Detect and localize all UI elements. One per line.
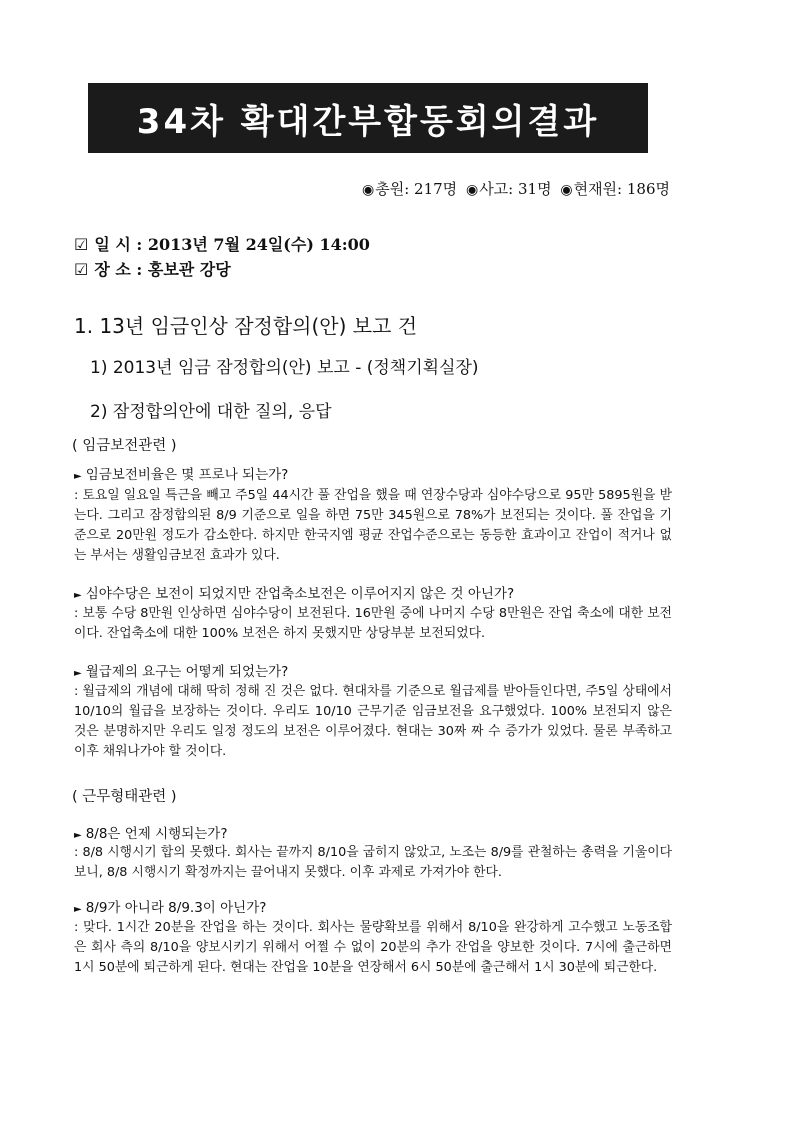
question-item [74,463,288,483]
info-date [74,232,370,255]
bullet-circle-icon: ◉ [560,182,573,198]
question-text: 심야수당은 보전이 되었지만 잔업축소보전은 이루어지지 않은 것 아닌가? [85,586,515,602]
stat-absent-text: 사고: 31명 [479,180,552,198]
stat-present-text: 현재원: 186명 [573,180,670,198]
question-text: 월급제의 요구는 어떻게 되었는가? [85,664,289,680]
category-work-type: ( 근무형태관련 ) [72,789,177,805]
question-item [74,822,228,842]
answer-text: : 월급제의 개념에 대해 딱히 정해 진 것은 없다. 현대차를 기준으로 월급제를 받아들인다면, 주5일 상태에서 10/10의 월급을 보장하는 것이다. 우리도 10/10 근무기준 임금보전을 요구했었다. 100% 보전되지 않은 것은 분명하지만 우리도 일정 정도의 보전은 이루어졌다. 현대는 30짜 짜 수 증가가 있었다. 물론 부족하고 이후 채워나가야 할 것이다. [74,684,672,759]
stat-total [362,180,457,198]
stat-present [560,180,670,198]
answer-text: : 보통 수당 8만원 인상하면 심야수당이 보전된다. 16만원 중에 나머지 수당 8만원은 잔업 축소에 대한 보전이다. 잔업축소에 대한 100% 보전은 하지 못했지만 상당부분 보전되었다. [74,606,672,641]
section-title: 1. 13년 임금인상 잠정합의(안) 보고 건 [74,314,418,338]
title-banner [88,83,648,153]
info-date-text: 일 시 : 2013년 7월 24일(수) 14:00 [94,235,370,254]
question-item [74,660,288,680]
subsection-2: 2) 잠정합의안에 대한 질의, 응답 [90,402,332,422]
answer-text: : 토요일 일요일 특근을 빼고 주5일 44시간 풀 잔업을 했을 때 연장수당과 심야수당으로 95만 5895원을 받는다. 그리고 잠정합의된 8/9 기준으로 일을 하면 75만 345원으로 78%가 보전되는 것이다. 풀 잔업을 기준으로 20만원 정도가 감소한다. 하지만 한국지엠 평균 잔업수준으로는 동등한 효과이고 잔업이 적거나 없는 부서는 생활임금보전 효과가 있다. [74,488,672,563]
triangle-bullet-icon: ► [74,830,82,841]
triangle-bullet-icon: ► [74,590,82,601]
bullet-circle-icon: ◉ [362,182,375,198]
stat-absent [466,180,552,198]
question-text: 8/9가 아니라 8/9.3이 아닌가? [85,900,267,916]
answer-text: : 8/8 시행시기 합의 못했다. 회사는 끝까지 8/10을 굽히지 않았고, 노조는 8/9를 관철하는 총력을 기울이다 보니, 8/8 시행시기 확정까지는 끌어내지 못했다. 이후 과제로 가져가야 한다. [74,845,672,880]
page-title: 34차 확대간부합동회의결과 [136,101,600,142]
question-text: 8/8은 언제 시행되는가? [85,826,228,842]
info-place-text: 장 소 : 홍보관 강당 [94,260,231,279]
stat-total-text: 총원: 217명 [375,180,458,198]
triangle-bullet-icon: ► [74,471,82,482]
checkbox-checked-icon: ☑ [74,260,89,279]
category-wage: ( 임금보전관련 ) [72,438,177,454]
subsection-1: 1) 2013년 임금 잠정합의(안) 보고 - (정책기획실장) [90,358,479,378]
info-place [74,257,231,280]
triangle-bullet-icon: ► [74,904,82,915]
triangle-bullet-icon: ► [74,668,82,679]
question-text: 임금보전비율은 몇 프로나 되는가? [85,467,289,483]
question-item [74,896,266,916]
checkbox-checked-icon: ☑ [74,235,89,254]
bullet-circle-icon: ◉ [465,182,479,198]
answer-text: : 맞다. 1시간 20분을 잔업을 하는 것이다. 회사는 물량확보를 위해서 8/10을 완강하게 고수했고 노동조합은 회사 측의 8/10을 양보시키기 위해서 어쩔 수 없이 20분의 추가 잔업을 양보한 것이다. 7시에 출근하면 1시 50분에 퇴근하게 된다. 현대는 잔업을 10분을 연장해서 6시 50분에 출근해서 1시 30분에 퇴근한다. [74,920,672,975]
question-item [74,582,514,602]
member-stats [358,178,670,199]
